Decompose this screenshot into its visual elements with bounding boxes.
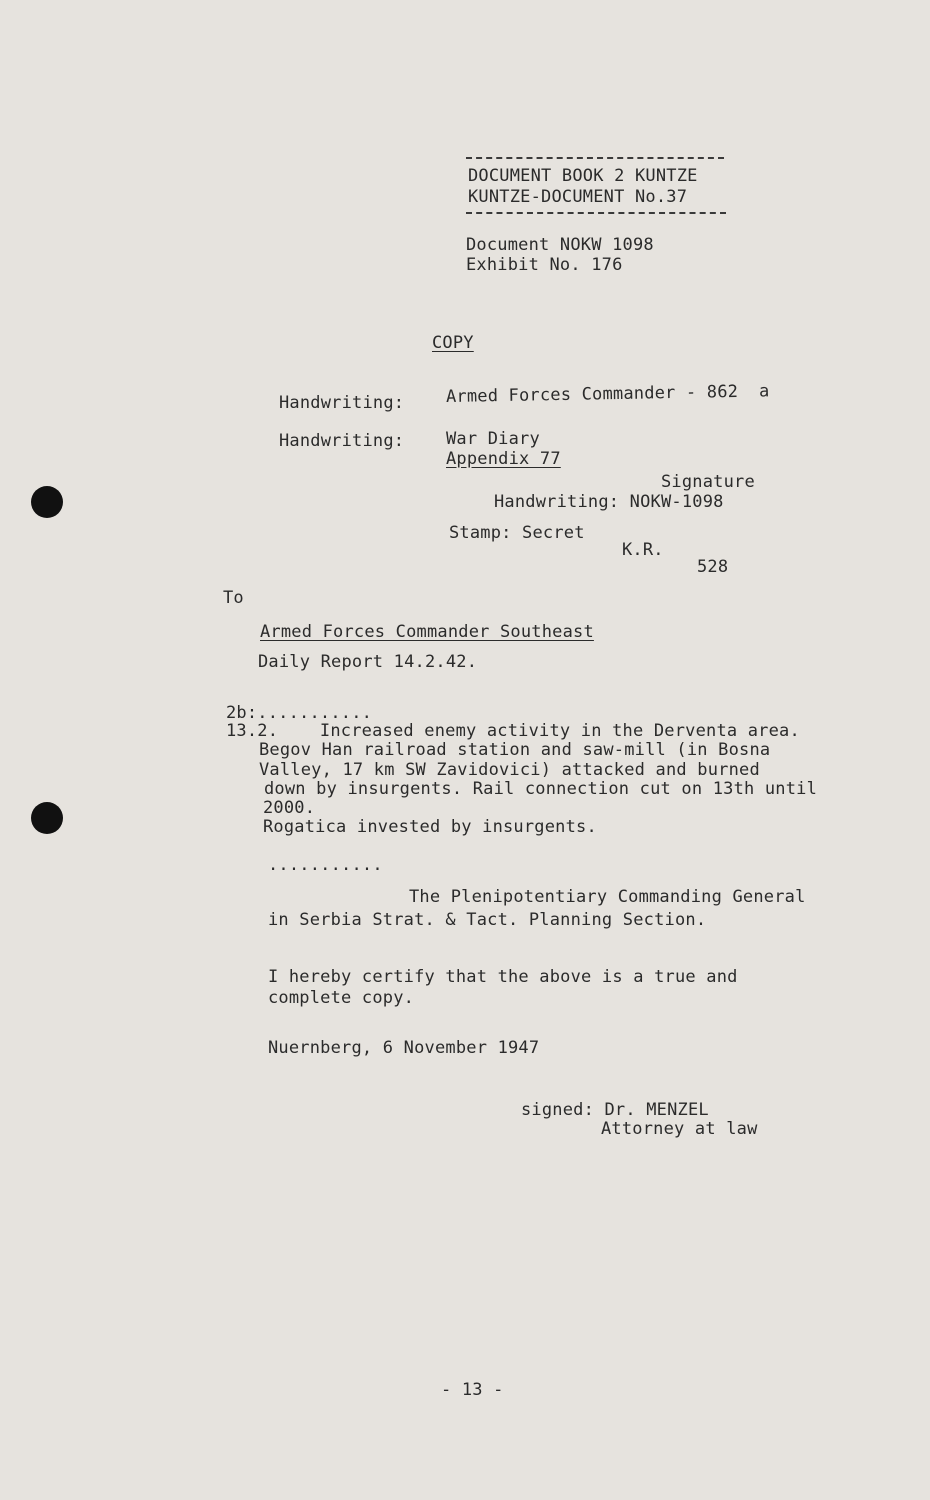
- exhibit-line: Exhibit No. 176: [466, 255, 623, 275]
- report-line-3: Valley, 17 km SW Zavidovici) attacked and burned: [259, 760, 760, 780]
- kuntze-document-line: KUNTZE-DOCUMENT No.37: [468, 187, 688, 207]
- nokw-document-line: Document NOKW 1098: [466, 235, 654, 255]
- signature-block-line-2: in Serbia Strat. & Tact. Planning Section.: [268, 910, 707, 930]
- war-diary-line: War Diary: [446, 429, 540, 449]
- appendix-line: Appendix 77: [446, 449, 561, 469]
- certification-line-1: I hereby certify that the above is a true and: [268, 967, 738, 987]
- section-2b-marker: 2b:...........: [226, 703, 373, 723]
- header-rule-top: [466, 157, 724, 159]
- report-line-2: Begov Han railroad station and saw-mill (in Bosna: [259, 740, 771, 760]
- daily-report-subject: Daily Report 14.2.42.: [258, 652, 478, 672]
- report-line-4: down by insurgents. Rail connection cut on 13th until: [264, 779, 818, 799]
- place-and-date: Nuernberg, 6 November 1947: [268, 1038, 540, 1058]
- recipient: Armed Forces Commander Southeast: [260, 622, 594, 642]
- handwriting-value-1: Armed Forces Commander - 862 a: [445, 381, 770, 407]
- signature-block-line-1: The Plenipotentiary Commanding General: [409, 887, 806, 907]
- stamp-secret: Stamp: Secret: [449, 523, 585, 543]
- page-number: - 13 -: [441, 1380, 504, 1400]
- report-line-6: Rogatica invested by insurgents.: [263, 817, 597, 837]
- punch-hole-top: [31, 486, 63, 518]
- header-rule-bottom: [466, 212, 726, 214]
- punch-hole-bottom: [31, 802, 63, 834]
- signed-line: signed: Dr. MENZEL: [521, 1100, 709, 1120]
- number-528: 528: [697, 557, 729, 577]
- kr-initials: K.R.: [622, 540, 664, 560]
- copy-title: COPY: [432, 333, 474, 353]
- to-label: To: [223, 588, 244, 608]
- handwriting-nokw-line: Handwriting: NOKW-1098: [494, 492, 724, 512]
- attorney-title: Attorney at law: [601, 1119, 758, 1139]
- signature-label: Signature: [661, 472, 755, 492]
- report-line-5: 2000.: [263, 798, 316, 818]
- ellipsis-separator: ...........: [268, 855, 383, 875]
- handwriting-label-1: Handwriting:: [279, 393, 405, 413]
- certification-line-2: complete copy.: [268, 988, 415, 1008]
- handwriting-label-2: Handwriting:: [279, 431, 405, 451]
- document-book-line: DOCUMENT BOOK 2 KUNTZE: [468, 166, 698, 186]
- report-line-1: 13.2. Increased enemy activity in the Derventa area.: [226, 721, 800, 741]
